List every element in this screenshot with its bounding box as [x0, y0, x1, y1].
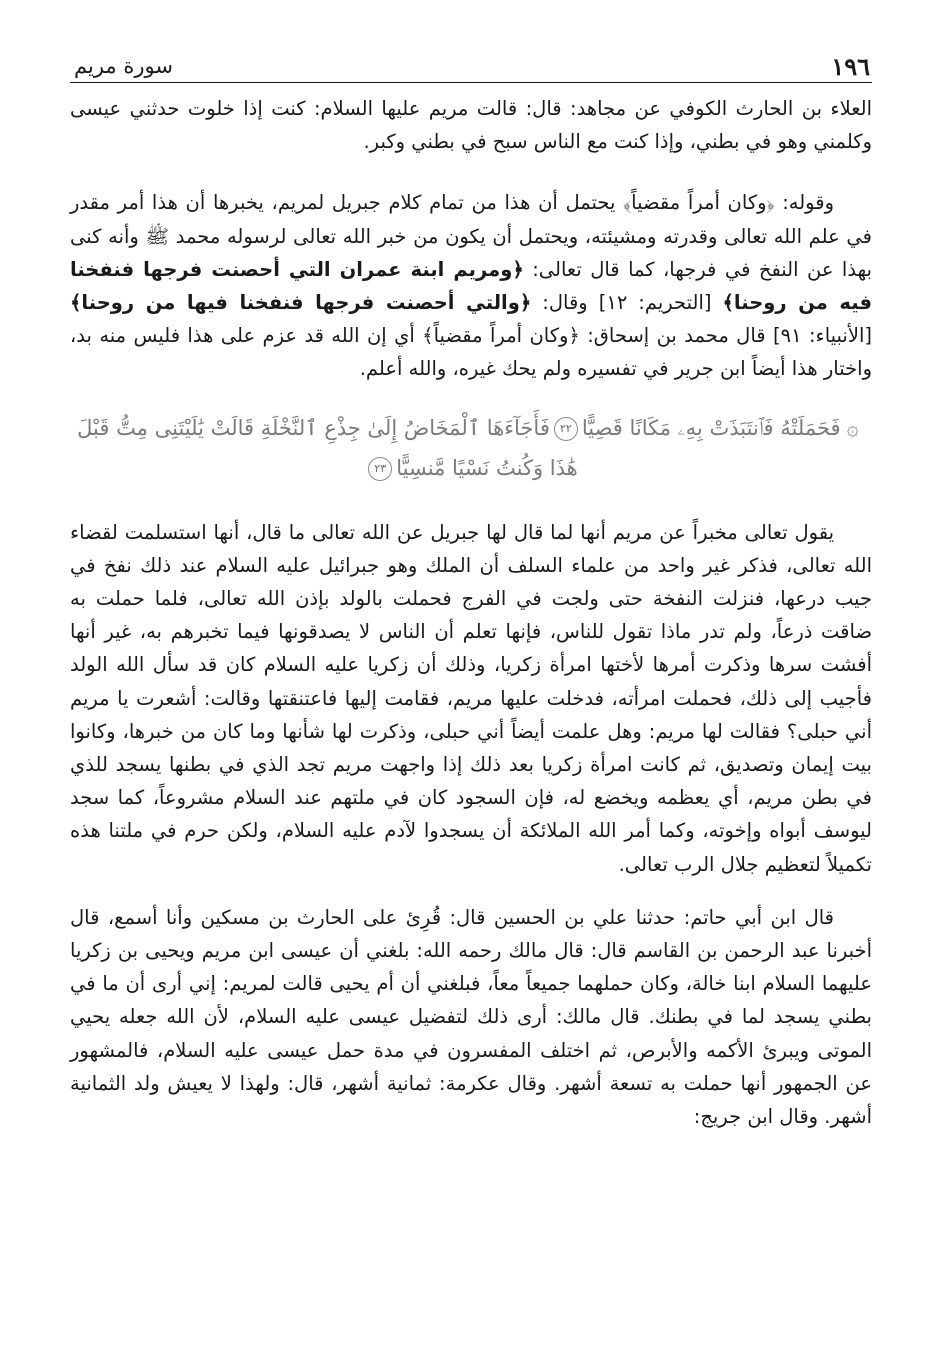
quran-verses [70, 408, 872, 488]
paragraph-1: العلاء بن الحارث الكوفي عن مجاهد: قال: قالت مريم عليها السلام: كنت إذا خلوت حدثني عيسى وكلمني وهو في بطني، وإذا كنت مع الناس سبح في بطني وكبر. [70, 97, 872, 154]
paragraph-2-text-e: [الأنبياء: ٩١] قال محمد بن إسحاق: ﴿وكان أمراً مقضياً﴾ أي إن الله قد عزم على هذا فليس منه بد، واختار هذا أيضاً ابن جرير في تفسيره ولم يحك غيره، والله أعلم. [70, 324, 872, 381]
paragraph-3: يقول تعالى مخبراً عن مريم أنها لما قال لها جبريل عن الله تعالى ما قال، أنها استسلمت لقضاء الله تعالى، فذكر غير واحد من علماء السلف أن الملك وهو جبرائيل عليه السلام عند ذلك نفخ في جيب درعها، فنزلت النفخة حتى ولجت في الفرج فحملت بالولد بإذن الله تعالى، فلما حملت به ضاقت ذرعاً، ولم تدر ماذا تقول للناس، فإنها تعلم أن الناس لا يصدقونها فيما تخبرهم به، غير أنها أفشت سرها وذكرت أمرها لأختها امرأة زكريا، وذلك أن زكريا عليه السلام كان قد سأل الله الولد فأجيب إلى ذلك، فحملت امرأته، فدخلت عليها مريم، فقامت إليها فاعتنقتها وقالت: أشعرت يا مريم أني حبلى؟ فقالت لها مريم: وهل علمت أيضاً أني حبلى، وذكرت لها شأنها وما كان من خبرها، وكانوا بيت إيمان وتصديق، ثم كانت امرأة زكريا بعد ذلك إذا واجهت مريم تجد الذي في بطنها يسجد للذي في بطن مريم، أي يعظمه ويخضع له، فإن السجود كان في ملتهم عند السلام مشروعاً، كما سجد ليوسف أبواه وإخوته، وكما أمر الله الملائكة أن يسجدوا لآدم عليه السلام، ولكن حرم في ملتنا هذه تكميلاً لتعظيم جلال الرب تعالى. [70, 520, 872, 876]
verse-23-text-a: فَأَجَآءَهَا ٱلْمَخَاضُ إِلَىٰ جِذْعِ ٱلنَّخْلَةِ قَالَتْ يَٰلَيْتَنِى مِتُّ قَبْلَ [77, 415, 550, 440]
quote-anbiya: ﴿والتي أحصنت فرجها فنفخنا فيها من روحنا﴾ [70, 291, 532, 315]
quran-line-2 [70, 448, 872, 488]
verse-22-text: فَحَمَلَتْهُ فَٱنتَبَذَتْ بِهِۦ مَكَانًا قَصِيًّا [581, 415, 841, 440]
ayah-number-22: ٢٢ [554, 417, 578, 441]
verse-23-text-b: هَٰذَا وَكُنتُ نَسْيًا مَّنسِيًّا [396, 455, 578, 480]
quran-line-1 [70, 408, 872, 448]
paragraph-2-text-c: [التحريم: ١٢] وقال: [531, 291, 723, 315]
quote-tahrim: ﴿ومريم ابنة عمران التي أحصنت فرجها فنفخنا فيه من روحنا﴾ [70, 257, 872, 315]
verse-ornament-icon: ۞ [846, 415, 859, 440]
paragraph-4: قال ابن أبي حاتم: حدثنا علي بن الحسين قال: قُرِئ على الحارث بن مسكين وأنا أسمع، قال أخبرنا عبد الرحمن بن القاسم قال: قال مالك رحمه الله: بلغني أن عيسى ابن مريم ويحيى بن زكريا عليهما السلام ابنا خالة، وكان حملهما جميعاً معاً، فبلغني أن أم يحيى قالت لمريم: إني أرى أن ما في بطني يسجد لما في بطنك. قال مالك: أرى ذلك لتفضيل عيسى عليه السلام، لأن الله جعله يحيي الموتى ويبرئ الأكمه والأبرص، ثم اختلف المفسرون في مدة حمل عيسى عليه السلام، فالمشهور عن الجمهور أنها حملت به تسعة أشهر. وقال عكرمة: ثمانية أشهر، قال: ولهذا لا يعيش ولد الثمانية أشهر. وقال ابن جريج: [70, 905, 872, 1129]
page-header [70, 48, 872, 83]
page-number: ١٩٦ [831, 52, 870, 81]
paragraph-2 [70, 186, 872, 385]
page-body [70, 92, 872, 1133]
surah-title: سورة مريم [74, 54, 173, 78]
ayah-number-23: ٢٣ [368, 457, 392, 481]
paragraph-2-text-a: وقوله: ﴿وكان أمراً مقضياً﴾ يحتمل أن هذا من تمام كلام جبريل لمريم، يخبرها أن هذا أمر مقدر في علم الله تعالى وقدرته ومشيئته، ويحتمل أن يكون من خبر الله تعالى لرسوله محمد ﷺ وأنه كنى بهذا عن النفخ في فرجها، كما قال تعالى: [70, 191, 872, 281]
